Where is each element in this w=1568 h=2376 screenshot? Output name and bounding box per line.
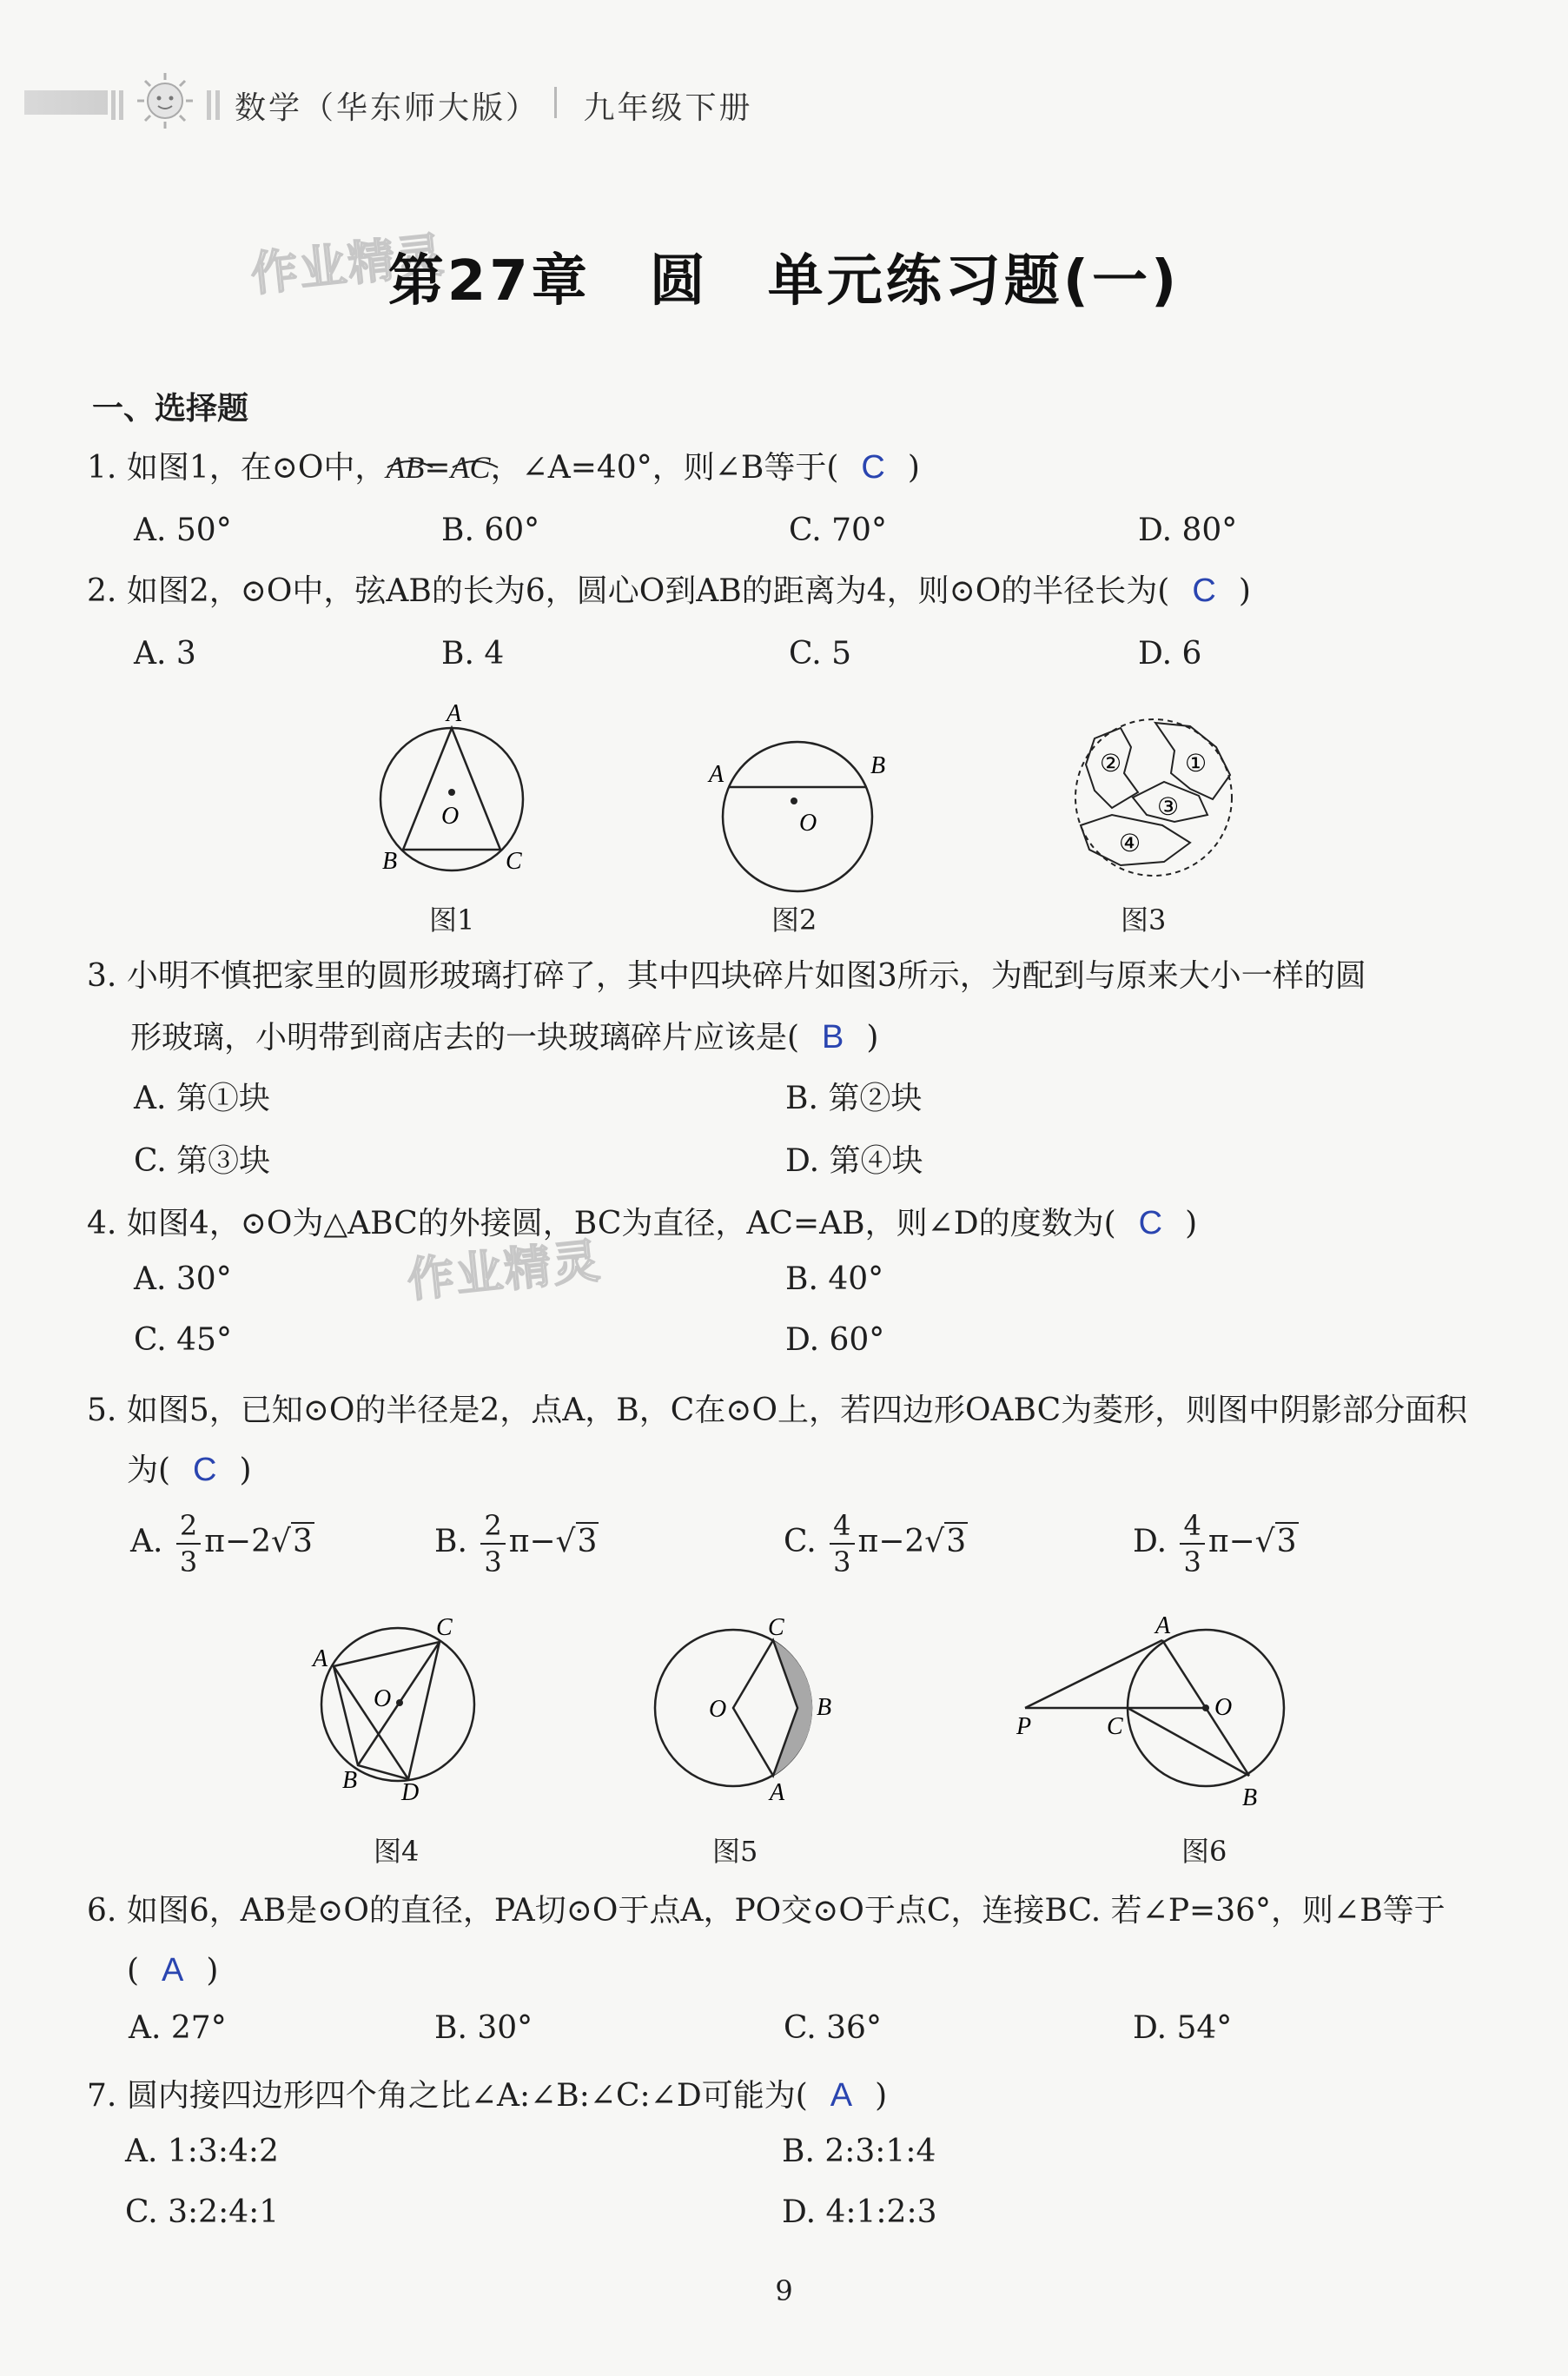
svg-text:C: C xyxy=(768,1618,784,1641)
svg-text:A: A xyxy=(770,1779,785,1806)
figure-4 xyxy=(304,1614,495,1805)
option: D. 54° xyxy=(1133,2010,1233,2046)
question-1: 1. 如图1，在⊙O中， AB= AC，∠A=40°，则∠B等于( C ) xyxy=(87,449,920,486)
option: B. $\frac{2}{3}$ π−√3 xyxy=(434,1509,598,1578)
grade-label: 九年级下册 xyxy=(583,90,753,126)
figure-5 xyxy=(643,1618,851,1809)
svg-text:A: A xyxy=(447,700,462,727)
svg-text:C: C xyxy=(1107,1713,1123,1740)
svg-text:B: B xyxy=(342,1767,358,1794)
option: B. 60° xyxy=(441,513,540,548)
svg-text:C: C xyxy=(506,848,522,875)
figure-6-caption: 图6 xyxy=(1181,1835,1227,1868)
option: C. 45° xyxy=(134,1322,232,1358)
svg-text:A: A xyxy=(709,761,724,788)
option: A. 3 xyxy=(134,636,196,672)
option: D. $\frac{4}{3}$ π−√3 xyxy=(1133,1509,1297,1578)
svg-text:O: O xyxy=(709,1696,727,1723)
option: B. 第②块 xyxy=(785,1081,923,1116)
option: A. 30° xyxy=(134,1261,232,1297)
svg-text:③: ③ xyxy=(1157,792,1180,821)
option: C. 3:2:4:1 xyxy=(125,2194,280,2230)
figure-5-caption: 图5 xyxy=(712,1835,758,1868)
question-number: 1. xyxy=(87,450,117,486)
chapter-title: 第27章 圆 单元练习题(一) xyxy=(387,249,1181,314)
question-7: 7. 圆内接四边形四个角之比∠A:∠B:∠C:∠D可能为( A ) xyxy=(87,2077,888,2114)
header-decor-bar xyxy=(24,90,108,115)
option: A. 27° xyxy=(129,2010,227,2046)
question-6-line2: ( A ) xyxy=(127,1952,219,1989)
option: B. 30° xyxy=(434,2010,533,2046)
watermark: 作业精灵 xyxy=(248,227,448,302)
answer: A xyxy=(162,1952,184,1989)
option: C. 36° xyxy=(784,2010,882,2046)
question-3-line2: 形玻璃，小明带到商店去的一块玻璃碎片应该是( B ) xyxy=(130,1019,879,1056)
option: C. $\frac{4}{3}$ π−2√3 xyxy=(784,1509,967,1578)
option: D. 6 xyxy=(1138,636,1202,672)
question-4: 4. 如图4，⊙O为△ABC的外接圆，BC为直径，AC=AB，则∠D的度数为( C ) xyxy=(87,1205,1198,1241)
watermark: 作业精灵 xyxy=(404,1233,605,1308)
svg-text:B: B xyxy=(1242,1784,1258,1811)
option: C. 5 xyxy=(789,636,852,672)
option: A. 第①块 xyxy=(134,1081,270,1116)
answer: C xyxy=(193,1452,217,1488)
answer: C xyxy=(1138,1205,1163,1241)
svg-text:A: A xyxy=(313,1645,328,1672)
section-heading: 一、选择题 xyxy=(92,391,249,427)
svg-text:O: O xyxy=(374,1685,392,1712)
question-text: 如图1，在⊙O中， xyxy=(126,450,387,486)
book-title: 数学（华东师大版） xyxy=(235,90,540,126)
header-decor-stripe xyxy=(119,90,123,120)
svg-text:D: D xyxy=(401,1779,420,1805)
question-5-line2: 为( C ) xyxy=(127,1452,252,1488)
page-number: 9 xyxy=(775,2274,793,2307)
question-5: 5. 如图5，已知⊙O的半径是2，点A，B，C在⊙O上，若四边形OABC为菱形，则图中阴影部分面积 xyxy=(87,1393,1468,1428)
figure-1-caption: 图1 xyxy=(429,903,475,937)
figure-4-caption: 图4 xyxy=(374,1835,420,1868)
option: D. 4:1:2:3 xyxy=(782,2194,937,2230)
svg-text:B: B xyxy=(870,752,886,779)
svg-text:O: O xyxy=(1214,1694,1233,1721)
answer: C xyxy=(861,449,885,486)
svg-text:O: O xyxy=(441,803,460,830)
svg-text:P: P xyxy=(1016,1713,1032,1740)
header-decor-stripe xyxy=(215,90,220,120)
option: B. 2:3:1:4 xyxy=(782,2134,936,2169)
option: D. 80° xyxy=(1138,513,1238,548)
option: A. 50° xyxy=(134,513,232,548)
figure-1 xyxy=(365,695,556,886)
option: D. 60° xyxy=(785,1322,885,1358)
arc-ac: AC xyxy=(451,450,491,485)
running-header xyxy=(235,83,752,128)
figure-3-caption: 图3 xyxy=(1121,903,1167,937)
svg-text:①: ① xyxy=(1185,749,1207,778)
svg-text:O: O xyxy=(799,810,817,837)
svg-text:④: ④ xyxy=(1119,829,1141,857)
header-decor-stripe xyxy=(111,90,116,120)
question-6: 6. 如图6，AB是⊙O的直径，PA切⊙O于点A，PO交⊙O于点C，连接BC. 若∠P=36°，则∠B等于 xyxy=(87,1893,1446,1929)
option: C. 70° xyxy=(789,513,887,548)
option: A. $\frac{2}{3}$ π−2√3 xyxy=(130,1509,313,1578)
figure-2-caption: 图2 xyxy=(771,903,817,937)
option: B. 40° xyxy=(785,1261,884,1297)
figure-3 xyxy=(1060,712,1251,886)
option: D. 第④块 xyxy=(785,1143,923,1179)
answer: C xyxy=(1192,572,1216,609)
svg-text:B: B xyxy=(382,848,398,875)
header-decor-stripe xyxy=(207,90,211,120)
svg-text:B: B xyxy=(817,1694,832,1721)
figure-6 xyxy=(1008,1612,1303,1821)
arc-ab: AB xyxy=(386,450,424,485)
question-3: 3. 小明不慎把家里的圆形玻璃打碎了，其中四块碎片如图3所示，为配到与原来大小一样的圆 xyxy=(87,958,1366,994)
sun-emblem-icon xyxy=(130,69,200,132)
svg-text:A: A xyxy=(1155,1612,1171,1639)
answer: B xyxy=(822,1019,844,1056)
svg-text:②: ② xyxy=(1100,749,1122,778)
svg-text:C: C xyxy=(436,1614,453,1641)
option: A. 1:3:4:2 xyxy=(125,2134,279,2169)
answer: A xyxy=(830,2077,853,2114)
option: C. 第③块 xyxy=(134,1143,271,1179)
option: B. 4 xyxy=(441,636,505,672)
header-separator xyxy=(554,87,557,118)
figure-2 xyxy=(704,730,895,903)
question-2: 2. 如图2，⊙O中，弦AB的长为6，圆心O到AB的距离为4，则⊙O的半径长为( C ) xyxy=(87,572,1251,609)
